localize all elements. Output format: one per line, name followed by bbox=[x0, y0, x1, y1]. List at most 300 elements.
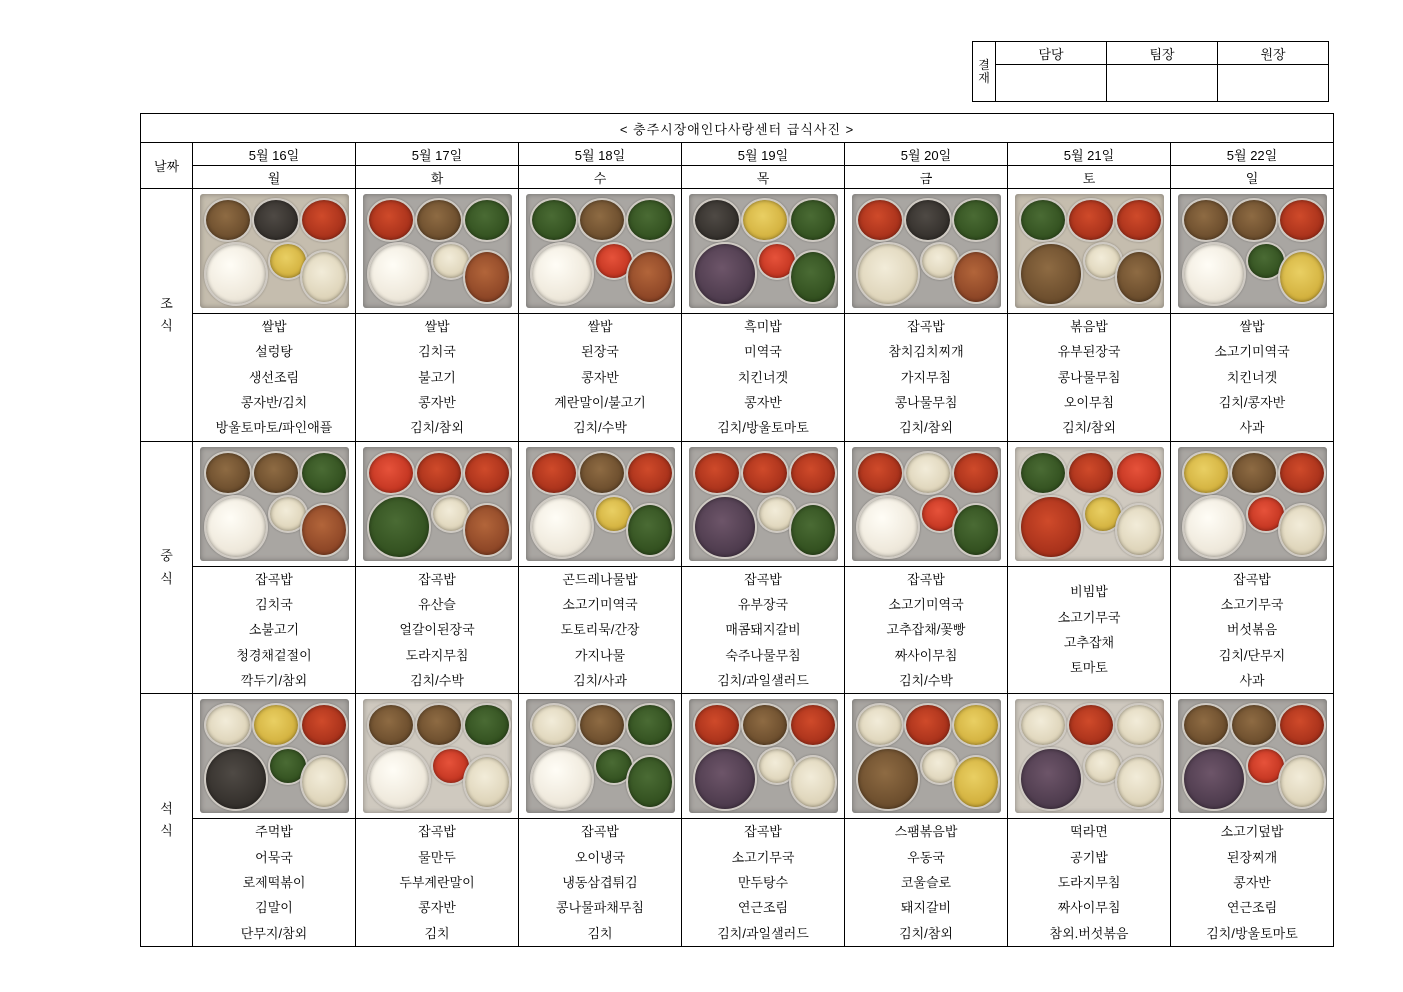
menu-item: 김치국 bbox=[255, 597, 293, 613]
food-portion bbox=[300, 755, 348, 809]
food-portion bbox=[626, 198, 674, 242]
menu-item: 치킨너겟 bbox=[1226, 369, 1278, 385]
approval-header-1: 팀장 bbox=[1107, 42, 1218, 65]
meal-menu-lunch-tue bbox=[356, 566, 519, 694]
menu-item: 콩자반 bbox=[581, 369, 619, 385]
food-portion bbox=[204, 451, 252, 495]
menu-item: 흑미밥 bbox=[744, 319, 782, 334]
meal-menu-dinner-sat bbox=[1008, 819, 1171, 947]
menu-item: 주먹밥 bbox=[255, 824, 293, 840]
menu-item: 참치김치찌개 bbox=[888, 344, 964, 360]
food-portion bbox=[1067, 198, 1115, 242]
food-tray-image bbox=[363, 447, 512, 561]
food-portion bbox=[1230, 198, 1278, 242]
menu-item: 계란말이/불고기 bbox=[554, 395, 646, 411]
food-portion bbox=[1182, 242, 1246, 306]
menu-item: 김치국 bbox=[418, 344, 456, 360]
food-tray-image bbox=[200, 699, 349, 813]
weekly-meal-photo-table bbox=[140, 113, 1334, 947]
food-portion bbox=[693, 747, 757, 811]
menu-item: 도토리묵/간장 bbox=[560, 622, 640, 638]
food-portion bbox=[367, 198, 415, 242]
menu-item: 볶음밥 bbox=[1070, 319, 1108, 334]
menu-item: 잡곡밥 bbox=[418, 571, 456, 587]
food-portion bbox=[1182, 198, 1230, 242]
menu-item: 소고기무국 bbox=[1220, 597, 1284, 613]
food-portion bbox=[204, 495, 268, 559]
menu-item: 버섯볶음 bbox=[1226, 622, 1278, 638]
menu-item: 비빔밥 bbox=[1070, 584, 1108, 600]
food-portion bbox=[741, 703, 789, 747]
menu-item: 된장국 bbox=[581, 344, 619, 360]
menu-item: 김치/수박 bbox=[899, 673, 953, 689]
meal-menu-lunch-sun bbox=[1171, 566, 1334, 694]
menu-item: 김치/수박 bbox=[573, 420, 627, 436]
menu-item: 김치 bbox=[587, 925, 613, 941]
menu-item: 우동국 bbox=[907, 849, 945, 865]
meal-menu-breakfast-fri bbox=[845, 314, 1008, 442]
menu-item: 연근조림 bbox=[1226, 900, 1278, 916]
menu-item: 코울슬로 bbox=[900, 875, 952, 891]
menu-item: 고추잡채 bbox=[1063, 635, 1115, 651]
menu-item: 소고기덮밥 bbox=[1220, 824, 1284, 840]
meal-label-breakfast-line2: 식 bbox=[160, 317, 173, 333]
menu-item: 치킨너겟 bbox=[737, 369, 789, 385]
food-portion bbox=[1019, 703, 1067, 747]
menu-item: 된장찌개 bbox=[1226, 849, 1278, 865]
food-portion bbox=[415, 703, 463, 747]
menu-item: 유산슬 bbox=[418, 597, 456, 613]
food-portion bbox=[1019, 242, 1083, 306]
menu-item: 깍두기/참외 bbox=[240, 673, 308, 689]
food-portion bbox=[300, 503, 348, 557]
food-tray-image bbox=[1178, 699, 1327, 813]
food-portion bbox=[952, 755, 1000, 809]
food-portion bbox=[1019, 451, 1067, 495]
food-portion bbox=[1278, 198, 1326, 242]
date-header-0: 5월 16일 bbox=[193, 143, 356, 166]
menu-item: 김치/참외 bbox=[1062, 420, 1116, 436]
date-header-2: 5월 18일 bbox=[519, 143, 682, 166]
food-portion bbox=[1230, 703, 1278, 747]
food-portion bbox=[789, 755, 837, 809]
food-portion bbox=[204, 703, 252, 747]
menu-item: 만두탕수 bbox=[737, 875, 789, 891]
menu-item: 잡곡밥 bbox=[255, 571, 293, 587]
menu-item: 콩자반 bbox=[744, 395, 782, 411]
date-header-3: 5월 19일 bbox=[682, 143, 845, 166]
menu-item: 소고기미역국 bbox=[562, 597, 638, 613]
meal-menu-lunch-sat bbox=[1008, 566, 1171, 694]
food-portion bbox=[1182, 703, 1230, 747]
menu-item: 콩나물파채무침 bbox=[556, 900, 644, 916]
food-portion bbox=[693, 242, 757, 306]
menu-item: 불고기 bbox=[418, 369, 456, 385]
food-portion bbox=[367, 495, 431, 559]
menu-item: 쌀밥 bbox=[1239, 319, 1265, 334]
food-portion bbox=[367, 451, 415, 495]
date-header-4: 5월 20일 bbox=[845, 143, 1008, 166]
food-portion bbox=[693, 451, 741, 495]
menu-item: 김치/수박 bbox=[410, 673, 464, 689]
menu-item: 김치/참외 bbox=[899, 420, 953, 436]
food-tray-image bbox=[852, 194, 1001, 308]
food-portion bbox=[856, 703, 904, 747]
menu-item: 잡곡밥 bbox=[581, 824, 619, 840]
menu-item: 얼갈이된장국 bbox=[399, 622, 475, 638]
food-portion bbox=[789, 451, 837, 495]
food-tray-image bbox=[1178, 194, 1327, 308]
food-portion bbox=[1115, 703, 1163, 747]
dow-header-5: 토 bbox=[1008, 166, 1171, 189]
food-portion bbox=[463, 198, 511, 242]
food-portion bbox=[789, 250, 837, 304]
meal-photo-lunch-sat bbox=[1008, 441, 1171, 566]
food-tray-image bbox=[852, 447, 1001, 561]
meal-label-dinner-line2: 식 bbox=[160, 823, 173, 839]
food-portion bbox=[626, 250, 674, 304]
menu-item: 콩나물무침 bbox=[1057, 369, 1121, 385]
food-tray-image bbox=[363, 699, 512, 813]
menu-item: 소불고기 bbox=[248, 622, 300, 638]
menu-item: 오이냉국 bbox=[574, 849, 626, 865]
food-portion bbox=[856, 747, 920, 811]
menu-item: 돼지갈비 bbox=[900, 900, 952, 916]
food-portion bbox=[1182, 451, 1230, 495]
meal-menu-breakfast-sun bbox=[1171, 314, 1334, 442]
menu-item: 생선조림 bbox=[248, 369, 300, 385]
food-portion bbox=[530, 747, 594, 811]
menu-item: 사과 bbox=[1239, 420, 1265, 436]
meal-menu-lunch-fri bbox=[845, 566, 1008, 694]
food-portion bbox=[463, 755, 511, 809]
food-portion bbox=[463, 250, 511, 304]
food-portion bbox=[693, 703, 741, 747]
food-portion bbox=[367, 747, 431, 811]
menu-item: 김치 bbox=[424, 925, 450, 941]
meal-photo-breakfast-sat bbox=[1008, 189, 1171, 314]
meal-photo-dinner-tue bbox=[356, 694, 519, 819]
date-row-label: 날짜 bbox=[141, 143, 193, 189]
food-portion bbox=[1278, 250, 1326, 304]
food-portion bbox=[789, 198, 837, 242]
food-tray-image bbox=[852, 699, 1001, 813]
food-tray-image bbox=[689, 699, 838, 813]
menu-item: 소고기미역국 bbox=[888, 597, 964, 613]
approval-header-2: 원장 bbox=[1218, 42, 1329, 65]
menu-item: 사과 bbox=[1239, 673, 1265, 689]
meal-menu-breakfast-mon bbox=[193, 314, 356, 442]
meal-photo-dinner-wed bbox=[519, 694, 682, 819]
meal-menu-dinner-thu bbox=[682, 819, 845, 947]
food-portion bbox=[1067, 703, 1115, 747]
menu-item: 단무지/참외 bbox=[240, 925, 308, 941]
menu-item: 물만두 bbox=[418, 849, 456, 865]
menu-item: 설렁탕 bbox=[255, 344, 293, 360]
approval-stamp-box bbox=[972, 41, 1329, 102]
menu-item: 유부된장국 bbox=[1057, 344, 1121, 360]
menu-item: 김치/참외 bbox=[410, 420, 464, 436]
menu-item: 오이무침 bbox=[1063, 395, 1115, 411]
dow-header-3: 목 bbox=[682, 166, 845, 189]
approval-label-top: 결 bbox=[978, 57, 990, 72]
menu-item: 김치/과일샐러드 bbox=[717, 673, 809, 689]
food-portion bbox=[463, 451, 511, 495]
meal-menu-breakfast-sat bbox=[1008, 314, 1171, 442]
food-portion bbox=[578, 198, 626, 242]
menu-item: 소고기미역국 bbox=[1214, 344, 1290, 360]
menu-item: 김치/콩자반 bbox=[1218, 395, 1286, 411]
meal-photo-breakfast-wed bbox=[519, 189, 682, 314]
menu-item: 짜사이무침 bbox=[894, 647, 958, 663]
food-tray-image bbox=[526, 699, 675, 813]
menu-item: 어묵국 bbox=[255, 849, 293, 865]
meal-photo-lunch-fri bbox=[845, 441, 1008, 566]
meal-photo-dinner-sun bbox=[1171, 694, 1334, 819]
food-tray-image bbox=[1015, 699, 1164, 813]
food-portion bbox=[530, 242, 594, 306]
menu-item: 연근조림 bbox=[737, 900, 789, 916]
menu-item: 매콤돼지갈비 bbox=[725, 622, 801, 638]
food-portion bbox=[856, 198, 904, 242]
menu-item: 김치/방울토마토 bbox=[717, 420, 809, 436]
food-portion bbox=[1278, 451, 1326, 495]
meal-photo-breakfast-fri bbox=[845, 189, 1008, 314]
food-portion bbox=[415, 198, 463, 242]
meal-photo-dinner-thu bbox=[682, 694, 845, 819]
food-portion bbox=[530, 495, 594, 559]
food-portion bbox=[952, 250, 1000, 304]
menu-item: 두부계란말이 bbox=[399, 875, 475, 891]
meal-menu-dinner-sun bbox=[1171, 819, 1334, 947]
food-portion bbox=[300, 703, 348, 747]
food-portion bbox=[626, 755, 674, 809]
dow-header-2: 수 bbox=[519, 166, 682, 189]
meal-photo-breakfast-thu bbox=[682, 189, 845, 314]
food-tray-image bbox=[200, 447, 349, 561]
food-portion bbox=[1278, 703, 1326, 747]
meal-photo-dinner-sat bbox=[1008, 694, 1171, 819]
approval-vertical-label bbox=[973, 42, 996, 102]
menu-item: 떡라면 bbox=[1070, 824, 1108, 840]
menu-item: 고추잡채/꽃빵 bbox=[886, 622, 966, 638]
food-portion bbox=[578, 451, 626, 495]
food-portion bbox=[952, 198, 1000, 242]
menu-item: 잡곡밥 bbox=[1233, 571, 1271, 587]
meal-menu-dinner-tue bbox=[356, 819, 519, 947]
food-portion bbox=[856, 495, 920, 559]
meal-menu-dinner-mon bbox=[193, 819, 356, 947]
meal-label-lunch-line2: 식 bbox=[160, 570, 173, 586]
food-portion bbox=[1115, 503, 1163, 557]
food-portion bbox=[1067, 451, 1115, 495]
food-portion bbox=[693, 198, 741, 242]
menu-item: 김치/참외 bbox=[899, 925, 953, 941]
food-portion bbox=[204, 242, 268, 306]
meal-photo-dinner-mon bbox=[193, 694, 356, 819]
food-tray-image bbox=[1015, 194, 1164, 308]
menu-item: 소고기무국 bbox=[1057, 609, 1121, 625]
food-portion bbox=[1182, 495, 1246, 559]
menu-item: 김치/사과 bbox=[573, 673, 627, 689]
approval-signature-2[interactable] bbox=[1218, 65, 1329, 102]
food-portion bbox=[204, 747, 268, 811]
menu-item: 로제떡볶이 bbox=[242, 875, 306, 891]
menu-item: 스팸볶음밥 bbox=[894, 824, 958, 840]
food-portion bbox=[952, 451, 1000, 495]
approval-header-0: 담당 bbox=[996, 42, 1107, 65]
meal-label-dinner bbox=[141, 694, 193, 947]
meal-label-lunch-line1: 중 bbox=[160, 548, 173, 564]
meal-label-breakfast bbox=[141, 189, 193, 442]
meal-menu-breakfast-thu bbox=[682, 314, 845, 442]
date-header-5: 5월 21일 bbox=[1008, 143, 1171, 166]
food-portion bbox=[904, 703, 952, 747]
food-tray-image bbox=[689, 447, 838, 561]
approval-label-bottom: 재 bbox=[978, 70, 990, 85]
meal-label-dinner-line1: 석 bbox=[160, 801, 173, 817]
food-tray-image bbox=[526, 194, 675, 308]
meal-label-lunch bbox=[141, 441, 193, 694]
food-portion bbox=[1278, 755, 1326, 809]
food-portion bbox=[904, 198, 952, 242]
menu-item: 쌀밥 bbox=[424, 319, 450, 334]
dow-header-1: 화 bbox=[356, 166, 519, 189]
food-tray-image bbox=[1015, 447, 1164, 561]
meal-menu-lunch-thu bbox=[682, 566, 845, 694]
meal-menu-dinner-fri bbox=[845, 819, 1008, 947]
menu-item: 숙주나물무침 bbox=[725, 647, 801, 663]
menu-item: 김치/방울토마토 bbox=[1206, 925, 1298, 941]
food-portion bbox=[856, 242, 920, 306]
menu-item: 쌀밥 bbox=[587, 319, 613, 334]
food-portion bbox=[1019, 495, 1083, 559]
menu-item: 김치/단무지 bbox=[1218, 647, 1286, 663]
meal-photo-lunch-mon bbox=[193, 441, 356, 566]
menu-item: 가지나물 bbox=[574, 647, 626, 663]
food-portion bbox=[741, 451, 789, 495]
food-portion bbox=[530, 451, 578, 495]
meal-menu-lunch-wed bbox=[519, 566, 682, 694]
food-tray-image bbox=[200, 194, 349, 308]
meal-menu-breakfast-tue bbox=[356, 314, 519, 442]
food-portion bbox=[904, 451, 952, 495]
food-portion bbox=[252, 198, 300, 242]
menu-item: 잡곡밥 bbox=[907, 319, 945, 334]
food-portion bbox=[463, 503, 511, 557]
menu-item: 냉동삼겹튀김 bbox=[562, 875, 638, 891]
menu-item: 잡곡밥 bbox=[744, 824, 782, 840]
menu-item: 콩자반 bbox=[418, 900, 456, 916]
meal-photo-lunch-wed bbox=[519, 441, 682, 566]
meal-photo-lunch-thu bbox=[682, 441, 845, 566]
food-portion bbox=[693, 495, 757, 559]
date-header-6: 5월 22일 bbox=[1171, 143, 1334, 166]
menu-item: 도라지무침 bbox=[1057, 875, 1121, 891]
food-portion bbox=[952, 703, 1000, 747]
dow-header-0: 월 bbox=[193, 166, 356, 189]
food-portion bbox=[952, 503, 1000, 557]
food-tray-image bbox=[526, 447, 675, 561]
dow-header-6: 일 bbox=[1171, 166, 1334, 189]
food-portion bbox=[530, 198, 578, 242]
meal-photo-breakfast-tue bbox=[356, 189, 519, 314]
food-portion bbox=[789, 703, 837, 747]
food-portion bbox=[1230, 451, 1278, 495]
food-portion bbox=[1115, 198, 1163, 242]
food-tray-image bbox=[1178, 447, 1327, 561]
food-portion bbox=[1115, 451, 1163, 495]
approval-signature-1[interactable] bbox=[1107, 65, 1218, 102]
menu-item: 참외.버섯볶음 bbox=[1049, 925, 1129, 941]
food-portion bbox=[1019, 747, 1083, 811]
date-header-1: 5월 17일 bbox=[356, 143, 519, 166]
menu-item: 도라지무침 bbox=[405, 647, 469, 663]
food-portion bbox=[204, 198, 252, 242]
menu-item: 곤드레나물밥 bbox=[562, 571, 638, 587]
meal-photo-breakfast-mon bbox=[193, 189, 356, 314]
meal-menu-dinner-wed bbox=[519, 819, 682, 947]
food-portion bbox=[415, 451, 463, 495]
menu-item: 짜사이무침 bbox=[1057, 900, 1121, 916]
food-portion bbox=[856, 451, 904, 495]
menu-item: 청경채겉절이 bbox=[236, 647, 312, 663]
meal-photo-lunch-tue bbox=[356, 441, 519, 566]
food-portion bbox=[300, 198, 348, 242]
menu-item: 쌀밥 bbox=[261, 319, 287, 334]
menu-item: 유부장국 bbox=[737, 597, 789, 613]
food-portion bbox=[1115, 755, 1163, 809]
meal-photo-breakfast-sun bbox=[1171, 189, 1334, 314]
food-portion bbox=[252, 451, 300, 495]
menu-item: 잡곡밥 bbox=[907, 571, 945, 587]
food-portion bbox=[367, 703, 415, 747]
food-tray-image bbox=[689, 194, 838, 308]
menu-item: 콩자반/김치 bbox=[240, 395, 308, 411]
menu-item: 소고기무국 bbox=[731, 849, 795, 865]
meal-label-breakfast-line1: 조 bbox=[160, 295, 173, 311]
page-title: < 충주시장애인다사랑센터 급식사진 > bbox=[141, 114, 1334, 143]
food-portion bbox=[626, 503, 674, 557]
menu-item: 방울토마토/파인애플 bbox=[215, 420, 333, 436]
food-portion bbox=[626, 451, 674, 495]
menu-item: 가지무침 bbox=[900, 369, 952, 385]
menu-item: 공기밥 bbox=[1070, 849, 1108, 865]
food-tray-image bbox=[363, 194, 512, 308]
meal-menu-breakfast-wed bbox=[519, 314, 682, 442]
approval-signature-0[interactable] bbox=[996, 65, 1107, 102]
menu-item: 잡곡밥 bbox=[418, 824, 456, 840]
menu-item: 콩자반 bbox=[418, 395, 456, 411]
food-portion bbox=[626, 703, 674, 747]
food-portion bbox=[252, 703, 300, 747]
meal-photo-lunch-sun bbox=[1171, 441, 1334, 566]
menu-item: 콩나물무침 bbox=[894, 395, 958, 411]
menu-item: 김말이 bbox=[255, 900, 293, 916]
menu-item: 잡곡밥 bbox=[744, 571, 782, 587]
food-portion bbox=[367, 242, 431, 306]
menu-item: 토마토 bbox=[1070, 660, 1108, 676]
menu-item: 김치/과일샐러드 bbox=[717, 925, 809, 941]
food-portion bbox=[300, 451, 348, 495]
food-portion bbox=[1278, 503, 1326, 557]
food-portion bbox=[741, 198, 789, 242]
food-portion bbox=[1182, 747, 1246, 811]
menu-item: 미역국 bbox=[744, 344, 782, 360]
food-portion bbox=[463, 703, 511, 747]
menu-item: 콩자반 bbox=[1233, 875, 1271, 891]
food-portion bbox=[789, 503, 837, 557]
